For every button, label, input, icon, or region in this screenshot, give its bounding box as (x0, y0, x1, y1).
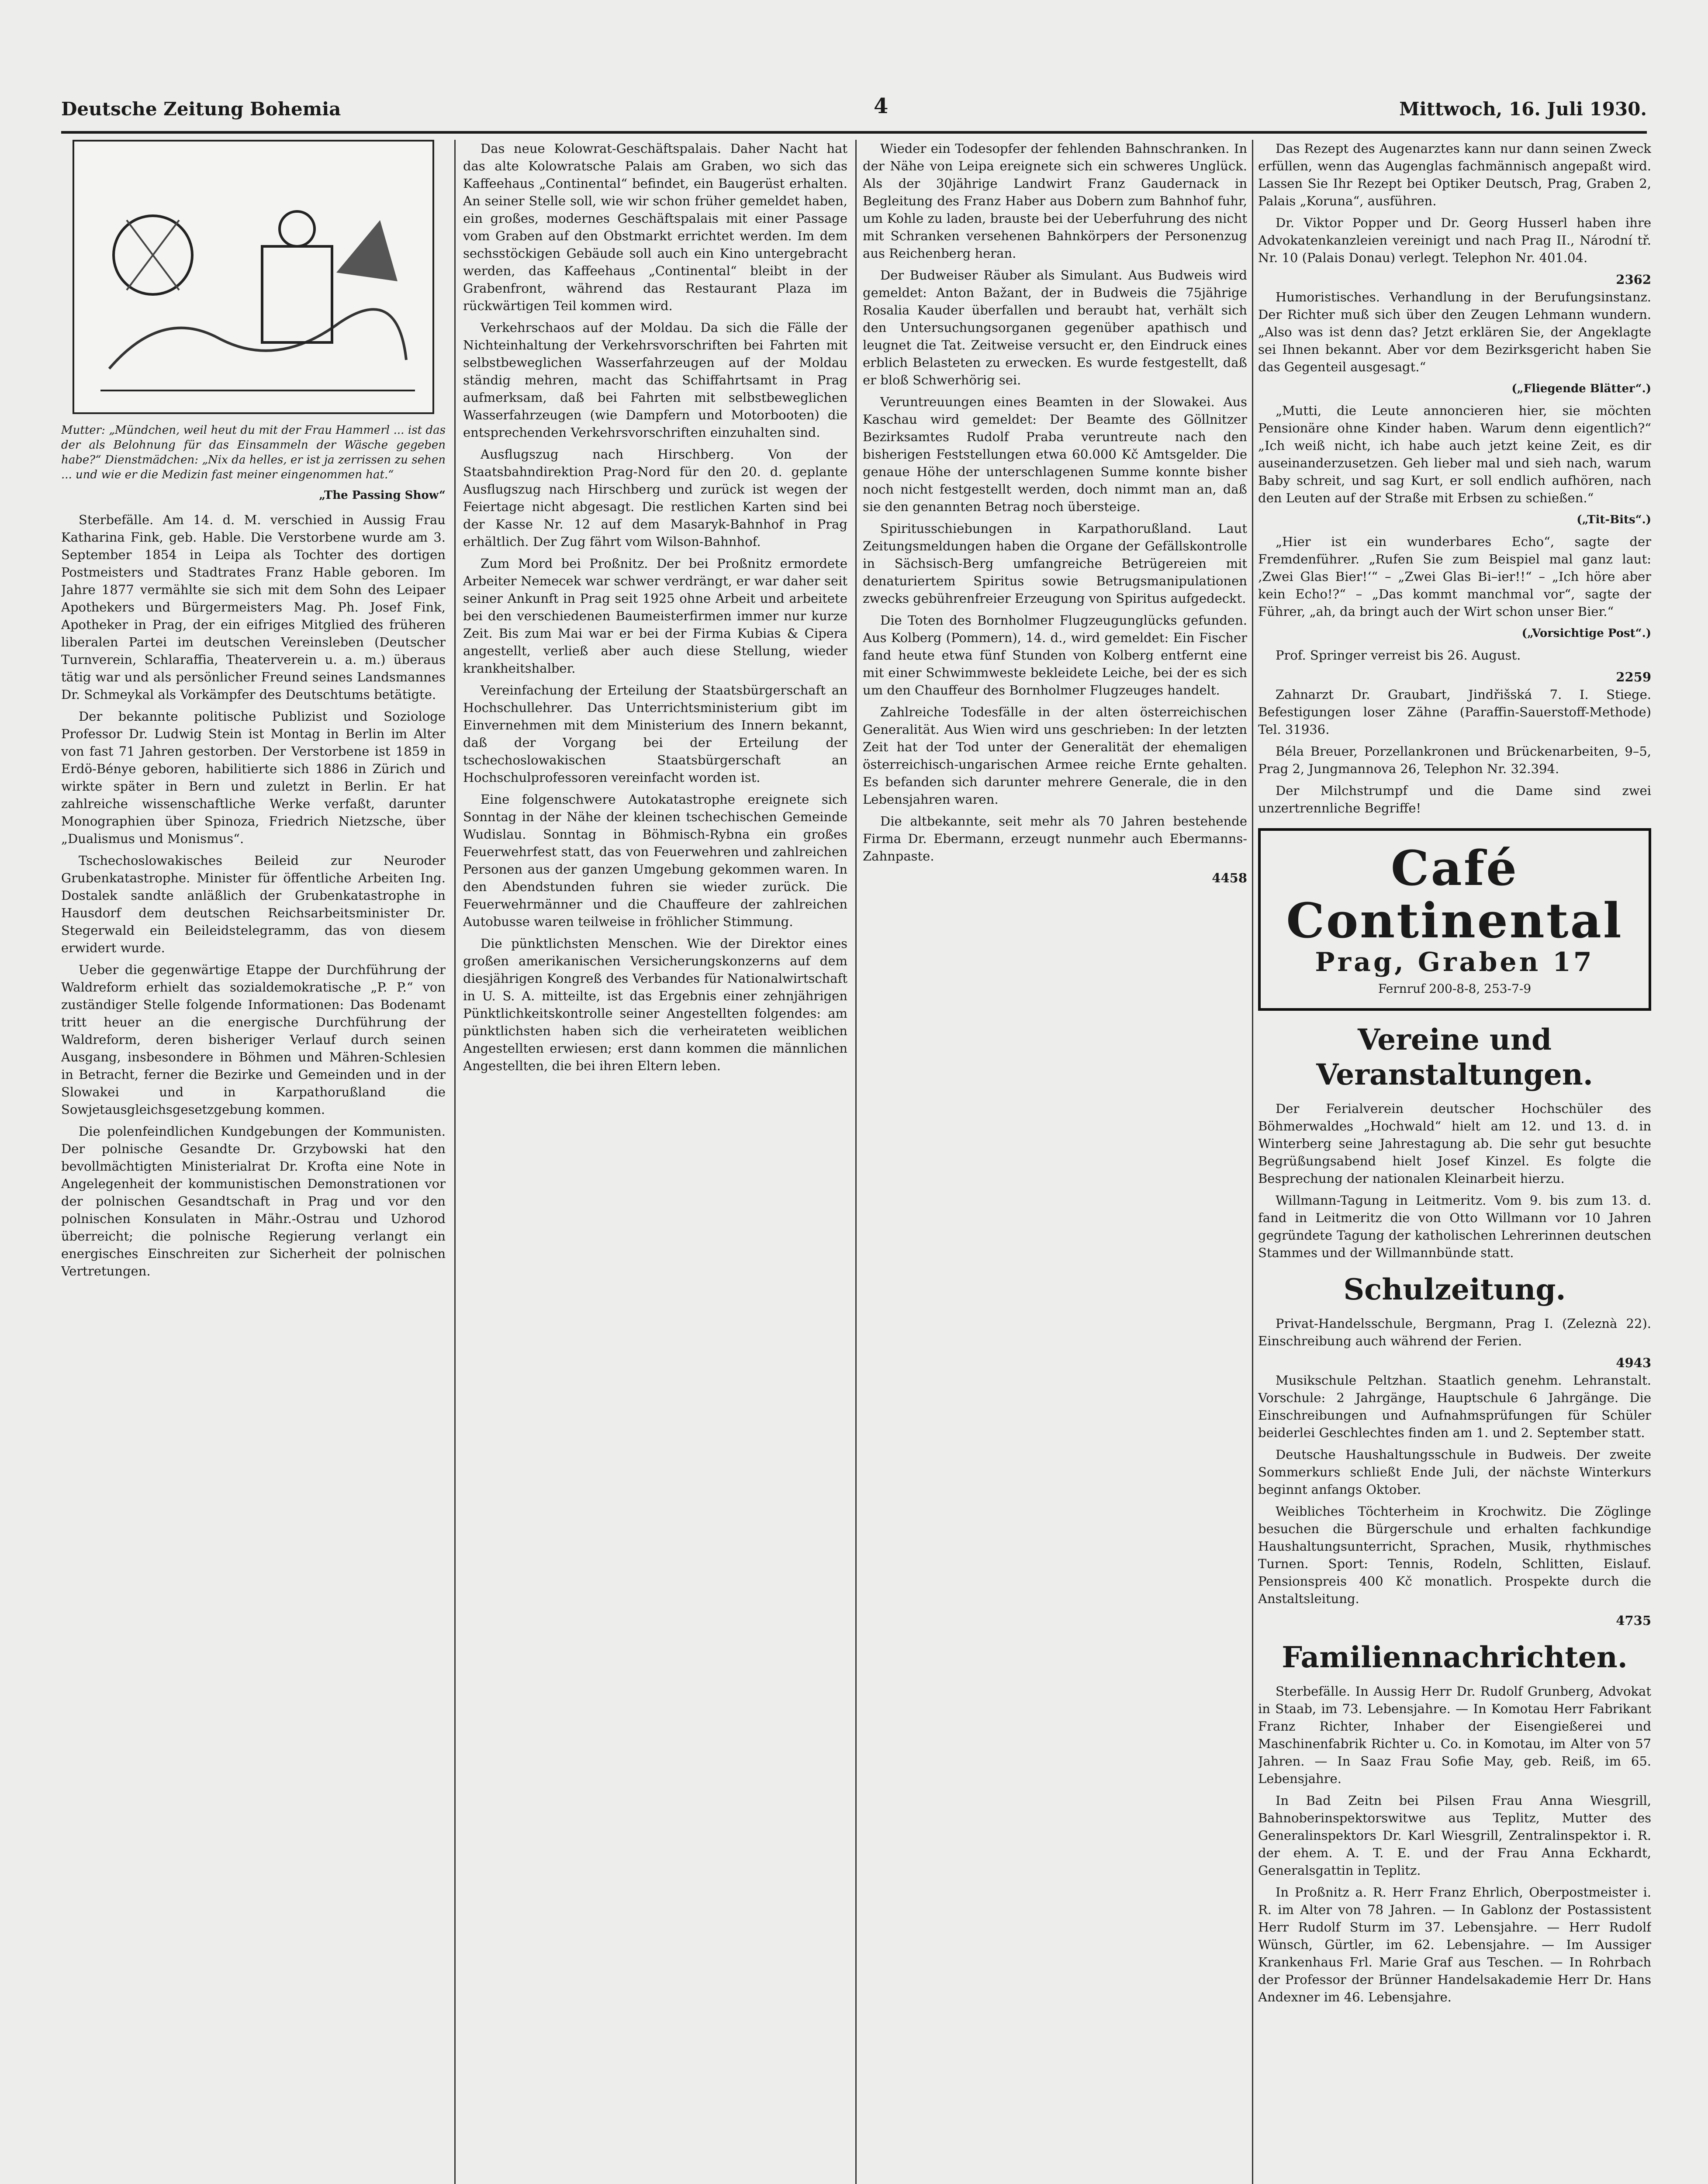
page-header (52, 94, 1656, 124)
ad-optician: Das Rezept des Augenarztes kann nur dann seinen Zweck erfüllen, wenn das Augenglas fachmännisch angepaßt wird. Lassen Sie Ihr Rezept bei Optiker Deutsch, Prag, Graben 2, Palais „Koruna“, ausführen. (1258, 141, 1651, 208)
cartoon-illustration (73, 140, 434, 414)
article-generals-deaths: Zahlreiche Todesfälle in der alten österreichischen Generalität. Aus Wien wird uns geschrieben: In der letzten Zeit hat der Tod unter der Generalität der ehemaligen österreichisch-ungarischen Armee reiche Ernte gehalten. Es befanden sich darunter mehrere Generale, die in den Lebensjahren waren. (863, 705, 1247, 807)
cartoon-source: „The Passing Show“ (319, 489, 446, 502)
family-deaths-2: In Bad Zeitn bei Pilsen Frau Anna Wiesgrill, Bahnoberinspektorswitwe aus Teplitz, Mutter des Generalinspektors Dr. Karl Wiesgrill, Zentralinspektor i. R. der ehem. A. T. E. und der Frau Anna Eckhardt, Generalsgattin in Teplitz. (1258, 1793, 1651, 1878)
header-rule (61, 131, 1647, 134)
ad-musikschule: Musikschule Peltzhan. Staatlich genehm. Lehranstalt. Vorschule: 2 Jahrgänge, Hauptschule 6 Jahrgänge. Die Einschreibungen und Aufnahmsprüfungen für Schüler beiderlei Geschlechtes finden am 1. und 2. September statt. (1258, 1373, 1651, 1440)
notice-springer: Prof. Springer verreist bis 26. August. (1276, 648, 1521, 663)
humor-source: („Tit-Bits“.) (1577, 513, 1651, 526)
ad-number: 4458 (1212, 871, 1247, 885)
cartoon-drawing (74, 142, 432, 412)
ad-number: 4735 (1616, 1613, 1651, 1628)
ad-handelsschule: Privat-Handelsschule, Bergmann, Prag I. (Zeleznà 22). Einschreibung auch während der Ferien. (1258, 1316, 1651, 1348)
article-forest-reform: Ueber die gegenwärtige Etappe der Durchführung der Waldreform erhielt das sozialdemokratische „P. P.“ von zuständiger Stelle folgende Informationen: Das Bodenamt tritt heuer an die energische Durchführung der Waldreform, deren bisheriger Verlauf durch seinen Ausgang, insbesondere in Böhmen und Mähren-Schlesien in Betracht, ferner die Bezirke und Gemeinden und in der Slowakei und in Karpathorußland die Sowjetausgleichsgesetzgebung kommen. (61, 962, 446, 1117)
ad-lawyers: Dr. Viktor Popper und Dr. Georg Husserl haben ihre Advokatenkanzleien vereinigt und nach Prag II., Národní tř. Nr. 10 (Palais Donau) verlegt. Telephon Nr. 401.04. (1258, 215, 1651, 265)
column-divider (1252, 140, 1253, 2184)
article-willmann-tagung: Willmann-Tagung in Leitmeritz. Vom 9. bis zum 13. d. fand in Leitmeritz die von Otto Willmann vor 10 Jahren gegründete Tagung der katholischen Lehrerinnen deutschen Stammes und der Willmannbünde statt. (1258, 1193, 1651, 1260)
article-auto-accident: Eine folgenschwere Autokatastrophe ereignete sich Sonntag in der Nähe der kleinen tschechischen Gemeinde Wudislau. Sonntag in Böhmisch-Rybna ein großes Feuerwehrfest statt, das von Feuerwehren und zahlreichen Personen aus der ganzen Umgebung gekommen waren. In den Abendstunden fuhren sie wieder zurück. Die Feuerwehrmänner und die Chauffeure der zahlreichen Autobusse waren teilweise in fröhlicher Stimmung. (463, 792, 847, 929)
ad-porcelain-crowns: Béla Breuer, Porzellankronen und Brückenarbeiten, 9–5, Prag 2, Jungmannova 26, Telephon Nr. 32.394. (1258, 744, 1651, 776)
newspaper-title: Deutsche Zeitung Bohemia (61, 98, 341, 120)
cafe-title: Café Continental (1286, 840, 1623, 949)
column-4 (1258, 140, 1651, 2184)
humor-echo: „Hier ist ein wunderbares Echo“, sagte der Fremdenführer. „Rufen Sie zum Beispiel mal ganz laut: ‚Zwei Glas Bier!‘“ – „Zwei Glas Bi–ier!!“ – „Ich höre aber kein Echo!?“ – „Das kommt manchmal vor“, sagte der Führer, „ah, da bringt auch der Wirt schon unser Bier.“ (1258, 534, 1651, 619)
humor-source: („Fliegende Blätter“.) (1511, 382, 1651, 395)
ad-toechterheim: Weibliches Töchterheim in Krochwitz. Die Zöglinge besuchen die Bürgerschule und erhalten fachkundige Haushaltungsunterricht, Sprachen, Musik, rhythmisches Turnen. Sport: Tennis, Rodeln, Schlitten, Eislauf. Pensionspreis 400 Kč monatlich. Prospekte durch die Anstaltsleitung. (1258, 1504, 1651, 1606)
article-murder-prossnitz: Zum Mord bei Proßnitz. Der bei Proßnitz ermordete Arbeiter Nemecek war schwer verdrängt, er war daher seit seiner Ankunft in Prag seit 1925 ohne Arbeit und arbeitete bei den verschiedenen Baumeisterfirmen immer nur kurze Zeit. Bis zum Mai war er bei der Firma Kubias & Cipera angestellt, verließ aber auch diese Stellung, wieder krankheitshalber. (463, 556, 847, 676)
ad-dentist: Zahnarzt Dr. Graubart, Jindřišská 7. I. Stiege. Befestigungen loser Zähne (Paraffin-Sauerstoff-Methode) Tel. 31936. (1258, 687, 1651, 737)
ad-number: 4943 (1616, 1355, 1651, 1370)
cafe-continental-ad (1258, 828, 1651, 1011)
column-1 (61, 140, 446, 2184)
column-divider (454, 140, 456, 2184)
column-2 (463, 140, 847, 2184)
article-embezzlement-slovakia: Veruntreuungen eines Beamten in der Slowakei. Aus Kaschau wird gemeldet: Der Beamte des Göllnitzer Bezirksamtes Rudolf Praba veruntreute nach den bisherigen Feststellungen etwa 60.000 Kč Amtsgelder. Die genaue Höhe der unterschlagenen Summe konnte bisher noch nicht festgestellt werden, doch nimmt man an, daß sie den genannten Betrag noch übersteige. (863, 394, 1247, 514)
section-heading-family: Familiennachrichten. (1282, 1640, 1628, 1674)
article-mine-disaster-condolence: Tschechoslowakisches Beileid zur Neuroder Grubenkatastrophe. Minister für öffentliche Arbeiten Ing. Dostalek sandte anläßlich der Grubenkatastrophe in Hausdorf dem deutschen Reichsarbeitsminister Dr. Stegerwald ein Beileidstelegramm, das von diesem erwidert wurde. (61, 853, 446, 955)
article-bornholm-crash: Die Toten des Bornholmer Flugzeugunglücks gefunden. Aus Kolberg (Pommern), 14. d., wird gemeldet: Ein Fischer fand heute etwa fünf Stunden von Kolberg entfernt eine mit einer Schwimmweste bekleidete Leiche, bei der es sich um den Chauffeur des Bornholmer Flugzeuges handelt. (863, 613, 1247, 698)
cafe-address: Prag, Graben 17 (1315, 947, 1594, 978)
issue-date: Mittwoch, 16. Juli 1930. (1399, 98, 1647, 120)
ad-ebermann-toothpaste: Die altbekannte, seit mehr als 70 Jahren bestehende Firma Dr. Ebermann, erzeugt nunmehr auch Ebermanns-Zahnpaste. (863, 814, 1247, 864)
article-moldau-traffic: Verkehrschaos auf der Moldau. Da sich die Fälle der Nichteinhaltung der Verkehrsvorschriften bei Fahrten mit selbstbeweglichen Wasserfahrzeugen auf der Moldau ständig mehren, macht das Schiffahrtsamt in Prag aufmerksam, daß bei Fahrten mit selbstbeweglichen Wasserfahrzeugen (wie Dampfern und Motorbooten) die entsprechenden Verkehrsvorschriften einzuhalten sind. (463, 320, 847, 440)
article-ferialverein: Der Ferialverein deutscher Hochschüler des Böhmerwaldes „Hochwald“ hielt am 12. und 13. d. in Winterberg seine Jahrestagung ab. Die sehr gut besuchte Begrüßungsabend hielt Josef Kinzel. Es folgte die Besprechung der nationalen Kleinarbeit hierzu. (1258, 1101, 1651, 1186)
article-obituary-fink: Sterbefälle. Am 14. d. M. verschied in Aussig Frau Katharina Fink, geb. Hable. Die Verstorbene wurde am 3. September 1854 in Leipa als Tochter des dortigen Postmeisters und Stadtrates Franz Hable geboren. Im Jahre 1877 vermählte sie sich mit dem Sohn des Leipaer Apothekers und Bürgermeisters Mag. Ph. Josef Fink, Apotheker in Prag, der ein eifriges Mitglied des früheren liberalen Partei im deutschen Vereinsleben (Deutscher Turnverein, Schlaraffia, Theaterverein u. a. m.) überaus tätig war und als persönlicher Freund seines Landsmannes Dr. Schmeykal als Vorkämpfer des Deutschtums betätigte. (61, 512, 446, 702)
article-budweis-robber: Der Budweiser Räuber als Simulant. Aus Budweis wird gemeldet: Anton Bažant, der in Budweis die 75jährige Rosalia Kauder überfallen und beraubt hat, verhält sich den Untersuchungsorganen gegenüber apathisch und leugnet die Tat. Zeitweise versucht er, den Eindruck eines erblich Belasteten zu erwecken. Es wurde festgestellt, daß er bloß Schwerhörig sei. (863, 268, 1247, 387)
cafe-phone: Fernruf 200-8-8, 253-7-9 (1378, 981, 1532, 996)
article-punctual-people: Die pünktlichsten Menschen. Wie der Direktor eines großen amerikanischen Versicherungskonzerns auf dem diesjährigen Kongreß des Verbandes für Nationalwirtschaft in U. S. A. mitteilte, ist das Ergebnis einer zehnjährigen Pünktlichkeitskontrolle seiner Angestellten folgendes: am pünktlichsten haben sich die verheirateten weiblichen Angestellten erwiesen; erst dann kommen die männlichen Angestellten, die bei ihren Eltern leben. (463, 936, 847, 1073)
article-spirit-smuggling: Spiritusschiebungen in Karpathorußland. Laut Zeitungsmeldungen haben die Organe der Gefällskontrolle in Sächsisch-Berg umfangreiche Betrügereien mit denaturiertem Spiritus sowie Betrugsmanipulationen zwecks gebührenfreier Erzeugung von Spiritus aufgedeckt. (863, 521, 1247, 606)
ad-number: 2259 (1616, 670, 1651, 684)
ad-number: 2362 (1616, 272, 1651, 287)
section-heading-schools: Schulzeitung. (1343, 1272, 1566, 1306)
column-divider (855, 140, 857, 2184)
column-3 (863, 140, 1247, 2184)
humor-court: Humoristisches. Verhandlung in der Berufungsinstanz. Der Richter muß sich über den Zeugen Lehmann wundern. „Also was ist denn das? Jetzt erklären Sie, der Angeklagte sei Ihnen bekannt. Aber vor dem Bezirksgericht haben Sie das Gegenteil ausgesagt.“ (1258, 290, 1651, 374)
article-citizenship-professors: Vereinfachung der Erteilung der Staatsbürgerschaft an Hochschullehrer. Das Unterrichtsministerium gibt im Einvernehmen mit dem Ministerium des Innern bekannt, daß der Vorgang bei der Erteilung der tschechoslowakischen Staatsbürgerschaft an Hochschulprofessoren vereinfacht worden ist. (463, 683, 847, 785)
family-deaths-3: In Proßnitz a. R. Herr Franz Ehrlich, Oberpostmeister i. R. im Alter von 78 Jahren. — In Gablonz der Postassistent Herr Rudolf Sturm im 37. Lebensjahre. — Herr Rudolf Wünsch, Gürtler, im 62. Lebensjahre. — Im Aussiger Krankenhaus Frl. Marie Graf aus Teschen. — In Rohrbach der Professor der Brünner Handelsakademie Herr Dr. Hans Andexner im 46. Lebensjahre. (1258, 1885, 1651, 2004)
article-ludwig-stein: Der bekannte politische Publizist und Soziologe Professor Dr. Ludwig Stein ist Montag in Berlin im Alter von fast 71 Jahren gestorben. Der Verstorbene ist 1859 in Erdö-Bénye geboren, habilitierte sich 1886 in Zürich und wirkte später in Bern und zuletzt in Berlin. Er hat zahlreiche wissenschaftliche Werke verfaßt, darunter Monographien über Spinoza, Friedrich Nietzsche, über „Dualismus und Monismus“. (61, 709, 446, 846)
page-number: 4 (874, 94, 889, 118)
section-heading-associations: Vereine und Veranstaltungen. (1316, 1023, 1593, 1092)
article-communist-demonstrations: Die polenfeindlichen Kundgebungen der Kommunisten. Der polnische Gesandte Dr. Grzybowski hat den bevollmächtigten Ministerialrat Dr. Krofta eine Note in Angelegenheit der kommunistischen Demonstrationen vor der polnischen Gesandtschaft in Prag und vor den polnischen Konsulaten in Mähr.-Ostrau und Uzhorod überreicht; die polnische Regierung verlangt ein energisches Einschreiten zur Sicherheit der polnischen Vertretungen. (61, 1124, 446, 1279)
family-deaths-1: Sterbefälle. In Aussig Herr Dr. Rudolf Grunberg, Advokat in Staab, im 73. Lebensjahre. — In Komotau Herr Fabrikant Franz Richter, Inhaber der Eisengießerei und Maschinenfabrik Richter u. Co. in Komotau, im Alter von 57 Jahren. — In Saaz Frau Sofie May, geb. Reiß, im 65. Lebensjahre. (1258, 1684, 1651, 1786)
article-kolowrat-palace: Das neue Kolowrat-Geschäftspalais. Daher Nacht hat das alte Kolowratsche Palais am Graben, wo sich das Kaffeehaus „Continental“ befindet, ein Baugerüst erhalten. An seiner Stelle soll, wie wir schon früher gemeldet haben, ein großes, modernes Geschäftspalais mit einer Passage vom Graben auf den Obstmarkt errichtet werden. Im dem sechsstöckigen Gebäude soll auch ein Kino untergebracht werden, das Kaffeehaus „Continental“ bleibt in der Grabenfront, während das Restaurant Plaza im rückwärtigen Teil kommen wird. (463, 141, 847, 313)
article-excursion-train: Ausflugszug nach Hirschberg. Von der Staatsbahndirektion Prag-Nord für den 20. d. geplante Ausflugszug nach Hirschberg und zurück ist wegen der Feiertage nicht abgesagt. Die restlichen Karten sind bei der Kasse Nr. 12 auf dem Masaryk-Bahnhof in Prag erhältlich. Der Zug fährt vom Wilson-Bahnhof. (463, 447, 847, 549)
article-railway-crossing: Wieder ein Todesopfer der fehlenden Bahnschranken. In der Nähe von Leipa ereignete sich ein schweres Unglück. Als der 30jährige Landwirt Franz Gaudernack in Begleitung des Franz Haber aus Dobern zum Bahnhof fuhr, um Kohle zu laden, brauste bei der Ueberfuhrung des nicht mit Schranken versehenen Bahnkörpers der Personenzug aus Reichenberg heran. (863, 141, 1247, 261)
humor-source: („Vorsichtige Post“.) (1521, 627, 1651, 640)
ad-stockings: Der Milchstrumpf und die Dame sind zwei unzertrennliche Begriffe! (1258, 783, 1651, 816)
cartoon-caption: Mutter: „Mündchen, weil heut du mit der Frau Hammerl ... ist das der als Belohnung für das Einsammeln der Wäsche gegeben habe?“ Dienstmädchen: „Nix da helles, er ist ja zerrissen zu sehen ... und wie er die Medizin fast meiner eingenommen hat.“ (61, 424, 446, 481)
ad-haushaltungsschule: Deutsche Haushaltungsschule in Budweis. Der zweite Sommerkurs schließt Ende Juli, der nächste Winterkurs beginnt anfangs Oktober. (1258, 1447, 1651, 1497)
humor-mutti: „Mutti, die Leute annoncieren hier, sie möchten Pensionäre ohne Kinder haben. Warum denn eigentlich?“ „Ich weiß nicht, ich habe auch jetzt keine Zeit, es dir auseinanderzusetzen. Geh lieber mal und sieh nach, warum Baby schreit, und sag Kurt, er soll endlich aufhören, nach den Leuten auf der Straße mit Erbsen zu schießen.“ (1258, 403, 1651, 505)
